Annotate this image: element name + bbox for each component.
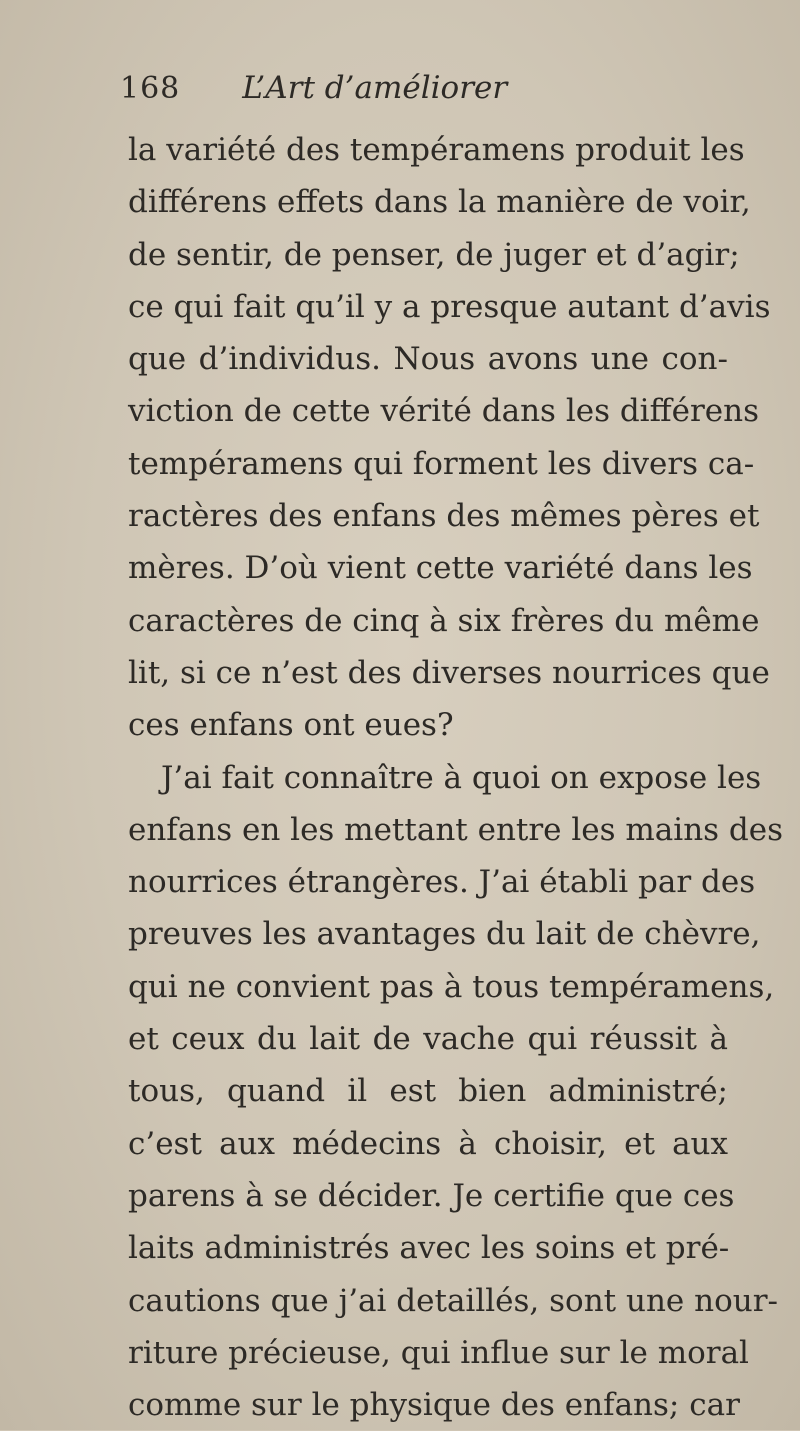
text-line: que d’individus. Nous avons une con- xyxy=(128,341,728,378)
text-line: preuves les avantages du lait de chèvre, xyxy=(128,916,761,953)
text-line: tempéramens qui forment les divers ca- xyxy=(128,445,755,482)
text-line: ce qui fait qu’il y a presque autant d’avis xyxy=(128,288,771,325)
text-line: différens effets dans la manière de voir, xyxy=(128,184,751,221)
text-line: enfans en les mettant entre les mains des xyxy=(128,811,784,848)
page-number: 168 xyxy=(120,71,181,106)
running-title: L’Art d’améliorer xyxy=(242,70,508,106)
text-line: riture précieuse, qui influe sur le moral xyxy=(128,1334,749,1371)
page-header xyxy=(120,70,507,120)
text-line: laits administrés avec les soins et pré- xyxy=(128,1230,730,1267)
text-line: viction de cette vérité dans les différens xyxy=(128,393,760,430)
text-line: parens à se décider. Je certifie que ces xyxy=(128,1177,735,1214)
text-line: comme sur le physique des enfans; car xyxy=(128,1387,740,1424)
text-line: la variété des tempéramens produit les xyxy=(128,132,745,168)
text-line: et ceux du lait de vache qui réussit à xyxy=(128,1021,728,1058)
text-line: tous, quand il est bien administré; xyxy=(128,1073,728,1110)
text-line: c’est aux médecins à choisir, et aux xyxy=(128,1125,728,1162)
text-line: mères. D’où vient cette variété dans les xyxy=(128,550,753,587)
text-line: ractères des enfans des mêmes pères et xyxy=(128,498,760,535)
paragraph-start-line: J’ai fait connaître à quoi on expose les xyxy=(161,759,762,796)
text-line: lit, si ce n’est des diverses nourrices que xyxy=(128,654,770,691)
text-line: nourrices étrangères. J’ai établi par des xyxy=(128,864,756,901)
text-line: qui ne convient pas à tous tempéramens, xyxy=(128,968,775,1005)
text-line: caractères de cinq à six frères du même xyxy=(128,602,760,639)
text-line: cautions que j’ai detaillés, sont une nour- xyxy=(128,1282,779,1319)
text-line: de sentir, de penser, de juger et d’agir; xyxy=(128,236,740,273)
body-text xyxy=(128,124,784,1431)
paragraph-end-line: ces enfans ont eues? xyxy=(128,707,454,744)
